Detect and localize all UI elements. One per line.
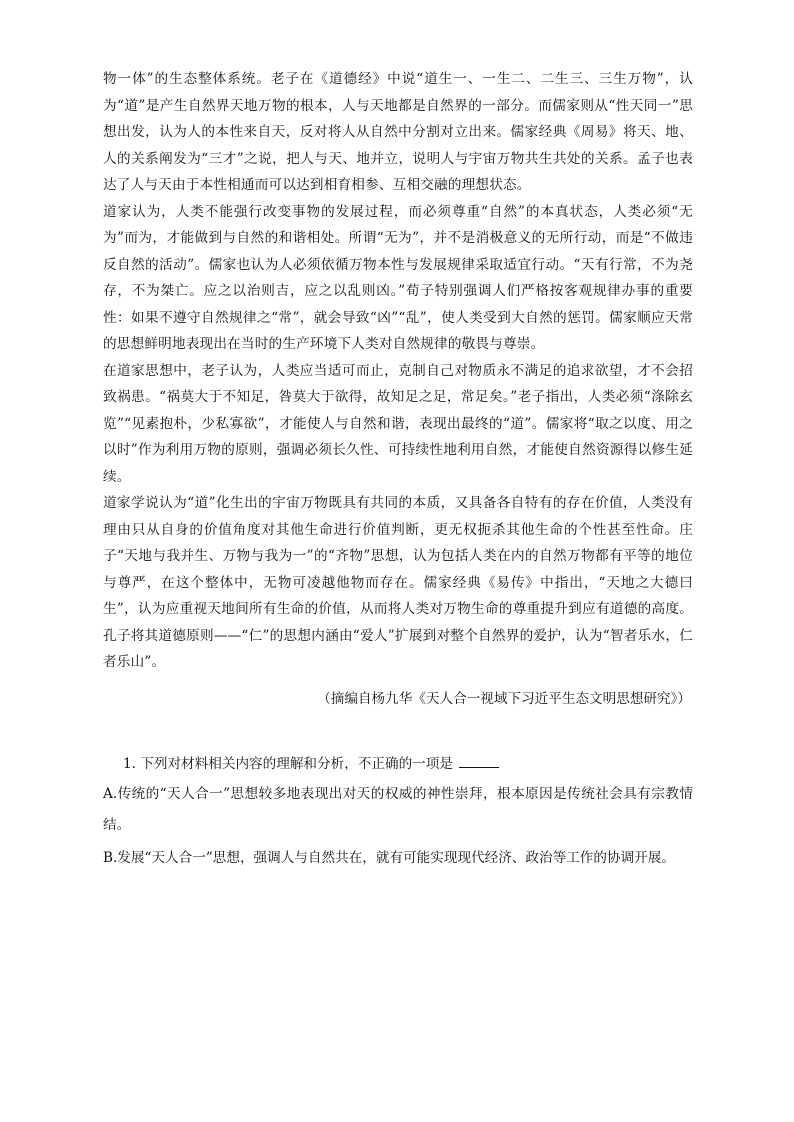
question-stem-text: 1. 下列对材料相关内容的理解和分析，不正确的一项是 (123, 755, 453, 772)
answer-blank[interactable] (459, 753, 499, 768)
source-citation: （摘编自杨九华《天人合一视域下习近平生态文明思想研究》） (317, 690, 691, 707)
document-page (103, 66, 693, 874)
paragraph-unity: 物一体”的生态整体系统。老子在《道德经》中说“道生一、一生二、二生三、三生万物”，认为“道”是产生自然界天地万物的根本，人与天地都是自然界的一部分。而儒家则从“性天同一”思想出发，认为人的本性来自天，反对将人从自然中分割对立出来。儒家经典《周易》将天、地、人的关系阐发为“三才”之说，把人与天、地并立，说明人与宇宙万物共生共处的关系。孟子也表达了人与天由于本性相通而可以达到相育相参、互相交融的理想状态。 (103, 71, 693, 193)
question-stem (103, 751, 693, 777)
question-1 (103, 751, 693, 874)
paragraph-equality: 道家学说认为“道”化生出的宇宙万物既具有共同的本质，又具备各自特有的存在价值，人类没有理由只从自身的价值角度对其他生命进行价值判断，更无权扼杀其他生命的个性甚至性命。庄子“天地与我并生、万物与我为一”的“齐物”思想，认为包括人类在内的自然万物都有平等的地位与尊严，在这个整体中，无物可凌越他物而存在。儒家经典《易传》中指出，“天地之大德曰生”，认为应重视天地间所有生命的价值，从而将人类对万物生命的尊重提升到应有道德的高度。孔子将其道德原则——“仁”的思想内涵由“爱人”扩展到对整个自然界的爱护，认为“智者乐水，仁者乐山”。 (103, 495, 693, 670)
option-a[interactable]: A.传统的“天人合一”思想较多地表现出对天的权威的神性崇拜，根本原因是传统社会具有宗教情结。 (103, 785, 693, 833)
option-b[interactable]: B.发展“天人合一”思想，强调人与自然共在，就有可能实现现代经济、政治等工作的协调开展。 (103, 849, 675, 866)
paragraph-moderation: 在道家思想中，老子认为，人类应当适可而止，克制自己对物质永不满足的追求欲望，才不会招致祸患。“祸莫大于不知足，咎莫大于欲得，故知足之足，常足矣。”老子指出，人类必须“涤除玄览”“见素抱朴，少私寡欲”，才能使人与自然和谐，表现出最终的“道”。儒家将“取之以度、用之以时”作为利用万物的原则，强调必须长久性、可持续性地利用自然，才能使自然资源得以修生延续。 (103, 362, 693, 485)
paragraph-wuwei: 道家认为，人类不能强行改变事物的发展过程，而必须尊重“自然”的本真状态，人类必须“无为”而为，才能做到与自然的和谐相处。所谓“无为”，并不是消极意义的无所行动，而是“不做违反自然的活动”。儒家也认为人必须依循万物本性与发展规律采取适宜行动。“天有行常，不为尧存，不为桀亡。应之以治则吉，应之以乱则凶。”荀子特别强调人们严格按客观规律办事的重要性：如果不遵守自然规律之“常”，就会导致“凶”“乱”，使人类受到大自然的惩罚。儒家顺应天常的思想鲜明地表现出在当时的生产环境下人类对自然规律的敬畏与尊崇。 (103, 203, 693, 352)
